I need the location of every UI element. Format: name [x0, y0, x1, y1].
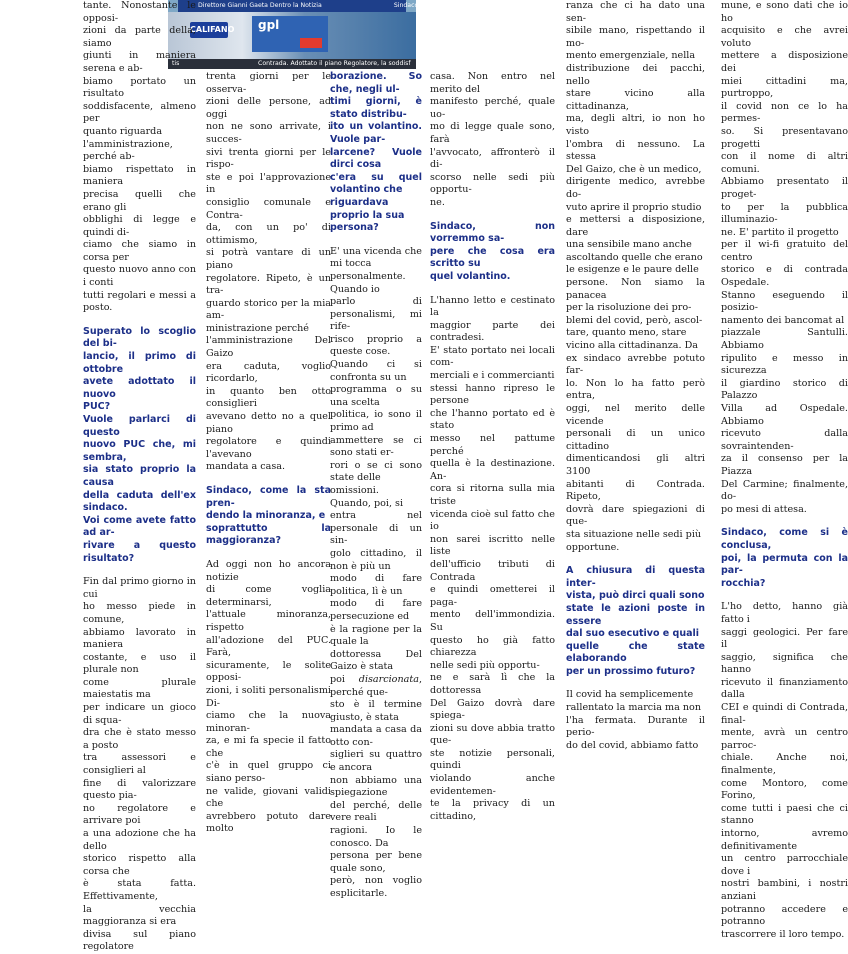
body-line: casa. Non entro nel merito del: [430, 71, 555, 95]
body-line: [330, 674, 422, 699]
body-line: tra assessori e consiglieri al: [83, 752, 196, 777]
body-line: dirigente medico, avrebbe do-: [566, 176, 705, 200]
interview-question-line: lancio, il primo di ottobre: [83, 351, 196, 375]
interview-question-line: larcene? Vuole dirci cosa: [330, 146, 422, 171]
body-line: l'ha fermata. Durante il perio-: [566, 714, 705, 739]
body-line: la vecchia maggioranza si era: [83, 903, 196, 928]
body-line: era caduta, voglio ricordarlo,: [206, 360, 331, 385]
body-line: all'adozione del PUC. Farà,: [206, 634, 331, 659]
paragraph-gap: [721, 516, 848, 527]
body-line: tutti regolari e messi a posto.: [83, 289, 196, 314]
interview-question-line: Sindaco, non vorremmo sa-: [430, 220, 555, 245]
body-line: vicenda cioè sul fatto che io: [430, 508, 555, 533]
body-line: persone. Non siamo la panacea: [566, 277, 705, 301]
paragraph-gap: [206, 474, 331, 485]
body-line: come plurale maiestatis ma: [83, 676, 196, 701]
body-line: per la risoluzione dei pro-: [566, 302, 692, 314]
body-line: rallentato la marcia ma non: [566, 702, 702, 714]
news-photo: [168, 0, 448, 69]
body-line: Del Carmine; finalmente, do-: [721, 478, 848, 503]
body-line: obblighi di legge e quindi di-: [83, 214, 196, 238]
interview-question-line: poi, la permuta con la par-: [721, 552, 848, 577]
body-line: maggior parte dei contradesi.: [430, 319, 555, 344]
body-line: del perché, delle vere reali: [330, 799, 422, 824]
body-line: tante. Nonostante le opposi-: [83, 0, 196, 24]
body-line: sta situazione nelle sedi più: [566, 528, 702, 540]
body-line: politica, io sono il primo ad: [330, 409, 422, 434]
body-line: ne.: [430, 196, 445, 208]
body-text: , perché que-: [330, 673, 422, 698]
interview-question-line: rocchia?: [721, 577, 766, 589]
body-line: namento dei bancomat al: [721, 314, 845, 326]
interview-question-line: Superato lo scoglio del bi-: [83, 325, 196, 350]
body-line: giunti in maniera serena e ab-: [83, 50, 196, 74]
body-line: l'ombra di nessuno. La stessa: [566, 138, 705, 163]
article-column-2: [206, 71, 331, 835]
body-line: piazzale Santulli. Abbiamo: [721, 327, 848, 352]
body-line: regolatore e quindi l'avevano: [206, 436, 331, 460]
body-line: non abbiamo una spiegazione: [330, 774, 422, 799]
body-line: vuto aprire il proprio studio: [566, 201, 702, 213]
interview-question-line: A chiusura di questa inter-: [566, 565, 705, 589]
photo-caption-right: Contrada. Adottato il piano Regolatore, la soddisf: [258, 60, 411, 67]
paragraph-gap: [206, 548, 331, 559]
interview-question-line: quel volantino.: [430, 270, 511, 282]
paragraph-gap: [566, 678, 705, 689]
body-line: no regolatore e arrivare poi: [83, 802, 196, 827]
body-line: abitanti di Contrada. Ripeto,: [566, 478, 705, 503]
body-line: E' stato portato nei locali com-: [430, 344, 555, 369]
italic-word: disarcionata: [358, 673, 419, 685]
body-line: consiglio comunale e Contra-: [206, 196, 331, 221]
body-line: sto è il termine giusto, è stata: [330, 699, 422, 723]
body-line: fine di valorizzare questo pia-: [83, 777, 196, 802]
interview-question-line: rivare a questo risultato?: [83, 539, 196, 564]
body-line: a una adozione che ha dello: [83, 828, 196, 852]
interview-question-line: Sindaco, come la sta pren-: [206, 485, 331, 509]
body-line: ripulito e messo in sicurezza: [721, 352, 848, 377]
interview-question-line: borazione. So che, negli ul-: [330, 71, 422, 95]
interview-question-line: persona?: [330, 222, 379, 234]
body-line: stare vicino alla cittadinanza,: [566, 88, 705, 112]
body-line: in quanto ben otto consiglieri: [206, 385, 331, 410]
body-line: stessi hanno ripreso le persone: [430, 382, 555, 407]
body-line: per il wi-fi gratuito del centro: [721, 239, 848, 263]
body-line: dottoressa Del Gaizo è stata: [330, 648, 422, 673]
body-line: storico rispetto alla corsa che: [83, 853, 196, 877]
body-line: scorso nelle sedi più opportu-: [430, 171, 555, 196]
body-line: quanto riguarda: [83, 125, 163, 137]
body-line: l'attuale minoranza, rispetto: [206, 609, 331, 633]
body-line: di come voglia determinarsi,: [206, 584, 331, 608]
paragraph-gap: [330, 235, 422, 246]
interview-question-line: nuovo PUC che, mi sembra,: [83, 439, 196, 463]
body-line: blemi del covid, però, ascol-: [566, 314, 703, 326]
body-line: rori o se ci sono state delle: [330, 459, 422, 484]
article-column-3: [330, 71, 422, 899]
body-line: mento emergenziale, nella: [566, 50, 696, 62]
body-line: Fin dal primo giorno in cui: [83, 576, 196, 600]
body-line: L'ho detto, hanno già fatto i: [721, 601, 848, 625]
paragraph-gap: [83, 565, 196, 576]
photo-band-right: Sindaco contrada: [393, 2, 448, 9]
paragraph-gap: [566, 554, 705, 565]
body-line: ragioni. Io le conosco. Da: [330, 825, 422, 849]
body-line: le esigenze e le paure delle: [566, 264, 699, 276]
body-line: ne. E' partito il progetto: [721, 226, 839, 238]
body-line: un centro parrocchiale dove i: [721, 853, 848, 877]
body-line: biamo portato un risultato: [83, 75, 196, 100]
body-line: personali di un unico cittadino: [566, 428, 705, 452]
body-line: ricevuto dalla sovraintenden-: [721, 428, 848, 452]
body-line: E' una vicenda che mi tocca: [330, 245, 422, 270]
body-line: Stanno eseguendo il posizio-: [721, 289, 848, 314]
body-line: ho messo piede in comune,: [83, 601, 196, 625]
body-line: opportune.: [566, 541, 620, 553]
body-line: ministrazione perché: [206, 322, 309, 334]
body-line: storico e di contrada Ospedale.: [721, 264, 848, 289]
interview-question-line: dal suo esecutivo e quali: [566, 628, 700, 640]
interview-question-line: pere che cosa era scritto su: [430, 245, 555, 270]
photo-logo-califano: CALIFANO: [190, 22, 228, 38]
paragraph-gap: [430, 284, 555, 295]
photo-band-left: Direttore Gianni Gaeta Dentro la Notizia: [198, 2, 322, 9]
body-line: con il nome di altri comuni.: [721, 151, 848, 175]
body-line: Ad oggi non ho ancora notizie: [206, 558, 331, 583]
body-line: Del Gaizo, che è un medico,: [566, 163, 702, 175]
body-line: nostri bambini, i nostri anziani: [721, 878, 848, 902]
body-line: questo ho già fatto chiarezza: [430, 634, 555, 659]
body-line: entra nel personale di un sin-: [330, 510, 422, 547]
body-line: biamo rispettato in maniera: [83, 163, 196, 188]
body-line: Abbiamo presentato il proget-: [721, 176, 848, 200]
body-line: come tutti i paesi che ci stanno: [721, 802, 848, 827]
body-line: sivi trenta giorni per le rispo-: [206, 146, 331, 171]
body-line: dovrà dare spiegazioni di que-: [566, 503, 705, 528]
article-column-6: [721, 0, 848, 940]
paragraph-gap: [721, 590, 848, 601]
interview-question-line: per un prossimo futuro?: [566, 665, 696, 677]
body-line: mandata a casa da otto con-: [330, 724, 422, 748]
body-line: do del covid, abbiamo fatto: [566, 739, 699, 751]
body-line: za, e mi fa specie il fatto che: [206, 735, 331, 759]
paragraph-gap: [430, 210, 555, 221]
body-line: Il covid ha semplicemente: [566, 689, 694, 701]
body-line: modo di fare persecuzione ed: [330, 598, 422, 622]
body-line: zioni su dove abbia tratto que-: [430, 722, 555, 747]
photo-price-tag: [300, 38, 322, 48]
photo-logo-gpl: gpl: [252, 16, 328, 52]
body-line: sibile mano, rispettando il mo-: [566, 25, 705, 49]
article-column-4: [430, 71, 555, 822]
body-line: Villa ad Ospedale. Abbiamo: [721, 403, 848, 427]
body-line: mettere a disposizione dei: [721, 50, 848, 74]
interview-question-line: della caduta dell'ex sindaco.: [83, 489, 196, 514]
body-line: ciamo che la nuova minoran-: [206, 710, 331, 734]
body-line: è la ragione per la quale la: [330, 623, 422, 648]
body-line: costante, e uso il plurale non: [83, 651, 196, 676]
body-line: chiale. Anche noi, finalmente,: [721, 752, 848, 777]
body-line: ammettere se ci sono stati er-: [330, 434, 422, 459]
interview-question-line: avete adottato il nuovo: [83, 376, 196, 400]
interview-question-line: timi giorni, è stato distribu-: [330, 96, 422, 120]
body-line: c'è in quel gruppo ci siano perso-: [206, 760, 331, 785]
body-line: mo di legge quale sono, farà: [430, 121, 555, 145]
body-line: siglieri su quattro e ancora: [330, 749, 422, 774]
body-line: golo cittadino, il non è più un: [330, 547, 422, 572]
interview-question-line: Sindaco, come si è conclusa,: [721, 527, 848, 551]
body-line: ex sindaco avrebbe potuto far-: [566, 352, 705, 377]
body-line: violando anche evidentemen-: [430, 773, 555, 797]
body-line: saggio, significa che hanno: [721, 651, 848, 676]
interview-question-line: Voi come avete fatto ad ar-: [83, 514, 196, 539]
body-line: dra che è stato messo a posto: [83, 727, 196, 751]
body-line: za il consenso per la Piazza: [721, 453, 848, 477]
body-line: zioni, i soliti personalismi Di-: [206, 684, 331, 709]
interview-question-line: dendo la minoranza, e: [206, 510, 326, 522]
body-line: ricevuto il finanziamento dalla: [721, 676, 848, 701]
body-line: trenta giorni per le osserva-: [206, 71, 331, 95]
interview-question-line: sia stato proprio la causa: [83, 464, 196, 488]
body-line: omissioni. Quando, poi, si: [330, 485, 404, 509]
body-line: l'amministrazione Del Gaizo: [206, 335, 331, 360]
body-line: precisa quelli che erano gli: [83, 188, 196, 213]
body-line: guardo storico per la mia am-: [206, 297, 331, 322]
body-line: CEI e quindi di Contrada, final-: [721, 702, 848, 726]
interview-question-line: c'era su quel volantino che: [330, 171, 422, 196]
body-line: oggi, nel merito delle vicende: [566, 403, 705, 427]
body-line: personalmente. Quando io: [330, 270, 406, 295]
body-line: zioni delle persone, ad oggi: [206, 96, 331, 120]
body-line: divisa sul piano regolatore: [83, 928, 196, 953]
body-line: però, non voglio esplicitarle.: [330, 875, 422, 899]
body-line: to per la pubblica illuminazio-: [721, 201, 848, 226]
body-line: risco proprio a queste cose.: [330, 333, 422, 358]
body-line: quella è la destinazione. An-: [430, 458, 555, 482]
interview-question-line: quelle che state elaborando: [566, 640, 705, 665]
paragraph-gap: [83, 315, 196, 326]
body-line: non ne sono arrivate, i succes-: [206, 121, 331, 145]
body-line: si potrà vantare di un piano: [206, 247, 331, 271]
body-line: abbiamo lavorato in maniera: [83, 626, 196, 651]
body-line: parlo di personalismi, mi rife-: [330, 296, 422, 333]
body-line: ne valide, giovani validi che: [206, 785, 331, 810]
interview-question-line: riguardava proprio la sua: [330, 196, 405, 221]
body-line: acquisito e che avrei voluto: [721, 25, 848, 49]
body-line: una sensibile mano anche: [566, 239, 692, 251]
body-line: ma, degli altri, io non ho visto: [566, 113, 705, 137]
body-line: da, con un po' di ottimismo,: [206, 222, 331, 246]
interview-question-line: state le azioni poste in essere: [566, 602, 705, 627]
body-line: manifesto perché, quale uo-: [430, 96, 555, 120]
body-line: ste e poi l'approvazione in: [206, 171, 331, 196]
body-line: vicino alla cittadinanza. Da: [566, 340, 699, 352]
body-line: miei cittadini ma, purtroppo,: [721, 75, 848, 100]
body-line: L'hanno letto e cestinato la: [430, 294, 555, 319]
interview-question-line: Vuole parlarci di questo: [83, 414, 196, 438]
body-line: questo nuovo anno con i conti: [83, 264, 196, 289]
body-line: ranza che ci ha dato una sen-: [566, 0, 705, 24]
body-line: mento dell'immondizia. Su: [430, 609, 555, 633]
body-line: e mettersi a disposizione, dare: [566, 214, 705, 238]
body-line: che l'hanno portato ed è stato: [430, 407, 555, 432]
body-line: ste notizie personali, quindi: [430, 747, 555, 772]
body-line: ne e sarà lì che la dottoressa: [430, 672, 555, 696]
body-line: mente, avrà un centro parroc-: [721, 727, 848, 751]
body-line: programma o su una scelta: [330, 384, 422, 408]
body-line: Quando ci si confronta su un: [330, 359, 422, 383]
body-line: regolatore. Ripeto, è un tra-: [206, 272, 331, 297]
body-line: zioni da parte della, siamo: [83, 25, 196, 49]
body-line: po mesi di attesa.: [721, 503, 807, 515]
body-line: te la privacy di un cittadino,: [430, 798, 555, 822]
interview-question-line: PUC?: [83, 401, 111, 413]
body-line: ciamo che siamo in corsa per: [83, 239, 196, 263]
body-line: cora si ritorna sulla mia triste: [430, 483, 555, 507]
interview-question-line: vista, può dirci quali sono: [566, 590, 705, 602]
body-line: distribuzione dei pacchi, nello: [566, 62, 705, 87]
body-line: merciali e i commercianti: [430, 370, 555, 382]
photo-caption-bar: [168, 59, 416, 69]
interview-question-line: ito un volantino. Vuole par-: [330, 121, 422, 145]
body-line: nelle sedi più opportu-: [430, 659, 540, 671]
body-line: messo nel pattume perché: [430, 433, 555, 457]
body-line: so. Si presentavano progetti: [721, 125, 848, 150]
article-column-1: [83, 0, 196, 953]
body-line: intorno, avremo definitivamente: [721, 828, 848, 852]
body-line: non sarei iscritto nelle liste: [430, 533, 555, 558]
body-line: dell'ufficio tributi di Contrada: [430, 558, 555, 583]
body-line: ascoltando quelle che erano: [566, 251, 703, 263]
interview-question-line: soprattutto la maggioranza?: [206, 522, 331, 547]
body-line: mune, e sono dati che io ho: [721, 0, 848, 24]
body-line: come Montoro, come Forino,: [721, 777, 848, 802]
body-line: tare, quanto meno, stare: [566, 327, 687, 339]
body-line: persona per bene quale sono,: [330, 850, 422, 874]
body-line: e quindi ometterei il paga-: [430, 584, 555, 608]
body-line: avevano detto no a quel piano: [206, 411, 331, 435]
body-line: è stata fatta. Effettivamente,: [83, 878, 196, 902]
body-line: potranno accedere e potranno: [721, 903, 848, 928]
body-line: modo di fare politica, lì è un: [330, 573, 422, 597]
body-text: poi: [330, 673, 359, 685]
body-line: soddisfacente, almeno per: [83, 100, 196, 125]
photo-caption-left: tis: [172, 60, 180, 67]
photo-header-band: [178, 0, 448, 12]
body-line: saggi geologici. Per fare il: [721, 626, 848, 651]
body-line: l'avvocato, affronterò il di-: [430, 146, 555, 171]
body-line: per indicare un gioco di squa-: [83, 702, 196, 726]
body-line: Del Gaizo dovrà dare spiega-: [430, 697, 555, 722]
body-line: trascorrere il loro tempo.: [721, 928, 845, 940]
body-line: il giardino storico di Palazzo: [721, 377, 848, 402]
article-column-5: [566, 0, 705, 751]
body-line: dimenticandosi gli altri 3100: [566, 453, 705, 477]
body-line: mandata a casa.: [206, 461, 286, 473]
body-line: sicuramente, le solite opposi-: [206, 659, 331, 684]
body-line: avrebbero potuto dare molto: [206, 810, 331, 835]
body-line: l'amministrazione, perché ab-: [83, 138, 173, 163]
body-line: il covid non ce lo ha permes-: [721, 100, 848, 125]
body-line: lo. Non lo ha fatto però entra,: [566, 377, 705, 402]
